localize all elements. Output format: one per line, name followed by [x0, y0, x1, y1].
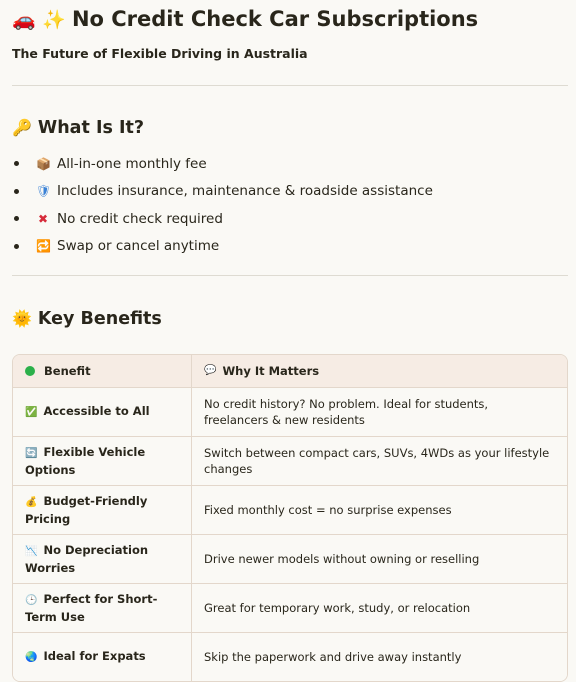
cross-mark-icon: ✖ [37, 211, 49, 226]
table-header-label: Why It Matters [222, 364, 320, 378]
benefit-cell [13, 486, 192, 534]
benefits-table [12, 354, 568, 682]
benefit-label: No Depreciation Worries [25, 543, 149, 575]
why-cell: Switch between compact cars, SUVs, 4WDs as your lifestyle changes [204, 446, 550, 476]
arrows-icon: 🔄 [25, 448, 38, 459]
benefit-cell [13, 633, 192, 681]
divider [12, 275, 568, 276]
sun-icon: 🌞 [12, 309, 32, 328]
why-cell: No credit history? No problem. Ideal for students, freelancers & new residents [204, 397, 489, 427]
list-item [12, 150, 568, 178]
table-header-label: Benefit [44, 364, 91, 378]
chart-down-icon: 📉 [25, 546, 38, 557]
section-heading-key-benefits [12, 306, 162, 332]
table-row [13, 485, 567, 534]
table-header-benefit [13, 355, 192, 387]
list-item [12, 233, 568, 261]
speech-bubble-icon: 💬 [204, 365, 217, 376]
divider [12, 85, 568, 86]
benefit-label: Perfect for Short-Term Use [25, 592, 158, 624]
bullet [14, 189, 19, 194]
benefit-label: Ideal for Expats [43, 649, 146, 663]
benefit-label: Flexible Vehicle Options [25, 445, 146, 477]
check-box-icon: ✅ [25, 407, 38, 418]
benefit-cell [13, 584, 192, 632]
benefit-cell [13, 437, 192, 485]
table-header-why [192, 355, 567, 387]
page-subtitle: The Future of Flexible Driving in Australia [12, 46, 308, 61]
page-title-text: No Credit Check Car Subscriptions [71, 7, 479, 31]
table-row [13, 583, 567, 632]
feature-list [12, 150, 568, 260]
benefit-cell [13, 388, 192, 436]
table-row [13, 632, 567, 681]
green-circle-icon [25, 366, 35, 376]
bullet [14, 244, 19, 249]
list-item-label: Includes insurance, maintenance & roadside assistance [57, 183, 433, 200]
money-bag-icon: 💰 [25, 497, 38, 508]
globe-icon: 🌏 [25, 652, 38, 663]
benefit-cell [13, 535, 192, 583]
bullet [14, 161, 19, 166]
benefit-label: Budget-Friendly Pricing [25, 494, 148, 526]
list-item [12, 205, 568, 233]
package-icon: 📦 [36, 156, 51, 171]
key-icon: 🔑 [12, 118, 32, 137]
why-cell: Fixed monthly cost = no surprise expenses [204, 503, 452, 517]
benefit-label: Accessible to All [43, 404, 150, 418]
bullet [14, 216, 19, 221]
why-cell: Great for temporary work, study, or relocation [204, 601, 471, 615]
section-heading-text: Key Benefits [37, 309, 162, 329]
section-heading-what-is-it [12, 115, 144, 141]
table-row [13, 534, 567, 583]
list-item-label: All-in-one monthly fee [57, 155, 207, 172]
table-header-row [13, 355, 567, 387]
clock-icon: 🕒 [25, 595, 38, 606]
repeat-icon: 🔁 [36, 239, 51, 254]
table-row [13, 387, 567, 436]
shield-icon: 🛡 [36, 184, 52, 199]
list-item-label: No credit check required [57, 210, 223, 227]
table-row [13, 436, 567, 485]
car-sparkles-icon: 🚗 ✨ [12, 9, 66, 31]
section-heading-text: What Is It? [37, 118, 144, 138]
page-title [12, 4, 478, 35]
list-item [12, 178, 568, 206]
why-cell: Skip the paperwork and drive away instantly [204, 650, 462, 664]
list-item-label: Swap or cancel anytime [57, 238, 220, 255]
why-cell: Drive newer models without owning or reselling [204, 552, 480, 566]
